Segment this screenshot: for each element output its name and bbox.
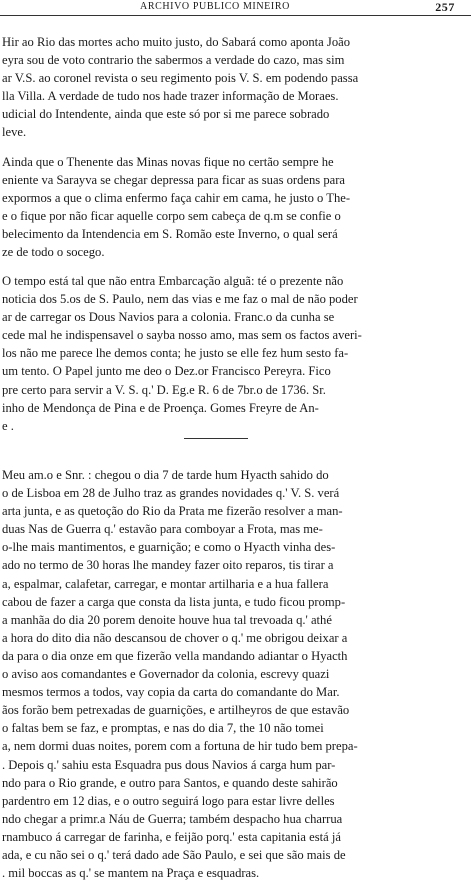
- text-line: ado no termo de 30 horas lhe mandey fazer oito reparos, tis tirar a: [2, 558, 334, 573]
- text-line: ada, e cu não sei o q.' terá dado ade São Paulo, e sei que são mais de: [2, 847, 346, 862]
- text-line: ar de carregar os Dous Navios para a colonia. Franc.o da cunha se: [2, 310, 335, 325]
- text-line: udicial do Intendente, ainda que este só por si me parece sobrado: [2, 107, 330, 122]
- page-number: 257: [435, 0, 455, 14]
- text-line: a, nem dormi duas noites, porem com a fortuna de hir tudo bem prepa-: [2, 739, 358, 754]
- text-line: belecimento da Intendencia em S. Romão este Inverno, o qual será: [2, 227, 338, 242]
- text-line: Meu am.o e Snr. : chegou o dia 7 de tarde hum Hyacth sahido do: [2, 468, 329, 482]
- text-line: e .: [2, 418, 14, 433]
- paragraph: [2, 153, 467, 262]
- section-separator: [184, 438, 248, 439]
- running-title: ARCHIVO PUBLICO MINEIRO: [140, 1, 290, 12]
- text-line: O tempo está tal que não entra Embarcação alguã: té o prezente não: [2, 274, 344, 288]
- text-line: ndo chegar a primr.a Náu de Guerra; também despacho hua charrua: [2, 811, 343, 826]
- text-line: eniente va Sarayva se chegar depressa para ficar as suas ordens para: [2, 173, 346, 188]
- text-line: noticia dos 5.os de S. Paulo, nem das vias e me faz o mal de não poder: [2, 292, 358, 307]
- text-line: o-lhe mais mantimentos, e guarnição; e como o Hyacth vinha des-: [2, 540, 336, 555]
- text-line: o aviso aos comandantes e Governador da colonia, escrevy quazi: [2, 667, 330, 682]
- text-line: o faltas bem se faz, e promptas, e nas do dia 7, the 10 não tomei: [2, 721, 324, 736]
- text-line: arta junta, e as quetoção do Rio da Prata me fizerão resolver a man-: [2, 504, 343, 519]
- paragraph: [2, 272, 467, 435]
- text-line: inho de Mendonça de Pina e de Proença. Gomes Freyre de An-: [2, 400, 319, 415]
- text-line: los não me parece lhe demos conta; he justo se elle fez hum sesto fa-: [2, 346, 349, 361]
- text-line: ndo para o Rio grande, e outro para Santos, e quando deste sahirão: [2, 775, 338, 790]
- text-line: da para o dia onze em que fizerão vella mandando adiantar o Hyacth: [2, 648, 348, 663]
- text-line: ar V.S. ao coronel revista o seu regimento pois V. S. em podendo passa: [2, 71, 359, 86]
- text-line: mesmos termos a todos, vay copia da carta do comandante do Mar.: [2, 685, 340, 700]
- text-line: a manhãa do dia 20 porem denoite houve hua tal trevoada q.' athé: [2, 612, 332, 627]
- text-line: eyra sou de voto contrario the sabermos a verdade do cazo, mas sim: [2, 53, 345, 68]
- text-line: a hora do dito dia não descansou de chover o q.' me obrigou deixar a: [2, 630, 348, 645]
- page-header: [0, 0, 471, 14]
- text-line: cede mal he indispensavel o sayba nosso amo, mas sem os factos averi-: [2, 328, 362, 343]
- text-line: pre certo para servir a V. S. q.' D. Eg.e R. 6 de 7br.o de 1736. Sr.: [2, 382, 326, 397]
- text-line: . Depois q.' sahiu esta Esquadra pus dous Navios á carga hum par-: [2, 757, 336, 772]
- text-line: lla Villa. A verdade de tudo nos hade trazer informação de Moraes.: [2, 89, 339, 104]
- text-line: duas Nas de Guerra q.' estavão para comboyar a Frota, mas me-: [2, 522, 323, 537]
- text-line: ãos forão bem petrexadas de guarnições, e artilheyros de que estavão: [2, 703, 350, 718]
- text-line: pardentro em 12 dias, e o outro seguirá logo para estar livre delles: [2, 793, 335, 808]
- text-line: leve.: [2, 125, 27, 140]
- text-line: o de Lisboa em 28 de Julho traz as grandes novidades q.' V. S. verá: [2, 486, 340, 501]
- text-line: ze de todo o socego.: [2, 245, 105, 260]
- text-line: cabou de fazer a carga que consta da lista junta, e tudo ficou promp-: [2, 594, 346, 609]
- header-rule: [0, 15, 471, 16]
- text-line: Ainda que o Thenente das Minas novas fique no certão sempre he: [2, 155, 334, 169]
- text-line: um tento. O Papel junto me deo o Dez.or Francisco Pereyra. Fico: [2, 364, 331, 379]
- text-line: expormos a que o clima enfermo faça cahir em cama, he justo o The-: [2, 191, 351, 206]
- text-line: rnambuco á carregar de farinha, e feijão porq.' esta capitania está já: [2, 829, 341, 844]
- text-line: Hir ao Rio das mortes acho muito justo, do Sabará como aponta João: [2, 35, 351, 49]
- text-line: . mil boccas as q.' se mantem na Praça e esquadras.: [2, 866, 260, 881]
- paragraph: [2, 466, 467, 882]
- paragraph: [2, 33, 467, 142]
- text-line: e o fique por não ficar aquelle corpo sem cabeça de q.m se confie o: [2, 209, 341, 224]
- text-line: a, espalmar, calafetar, carregar, e montar artilharia e a hua fallera: [2, 576, 329, 591]
